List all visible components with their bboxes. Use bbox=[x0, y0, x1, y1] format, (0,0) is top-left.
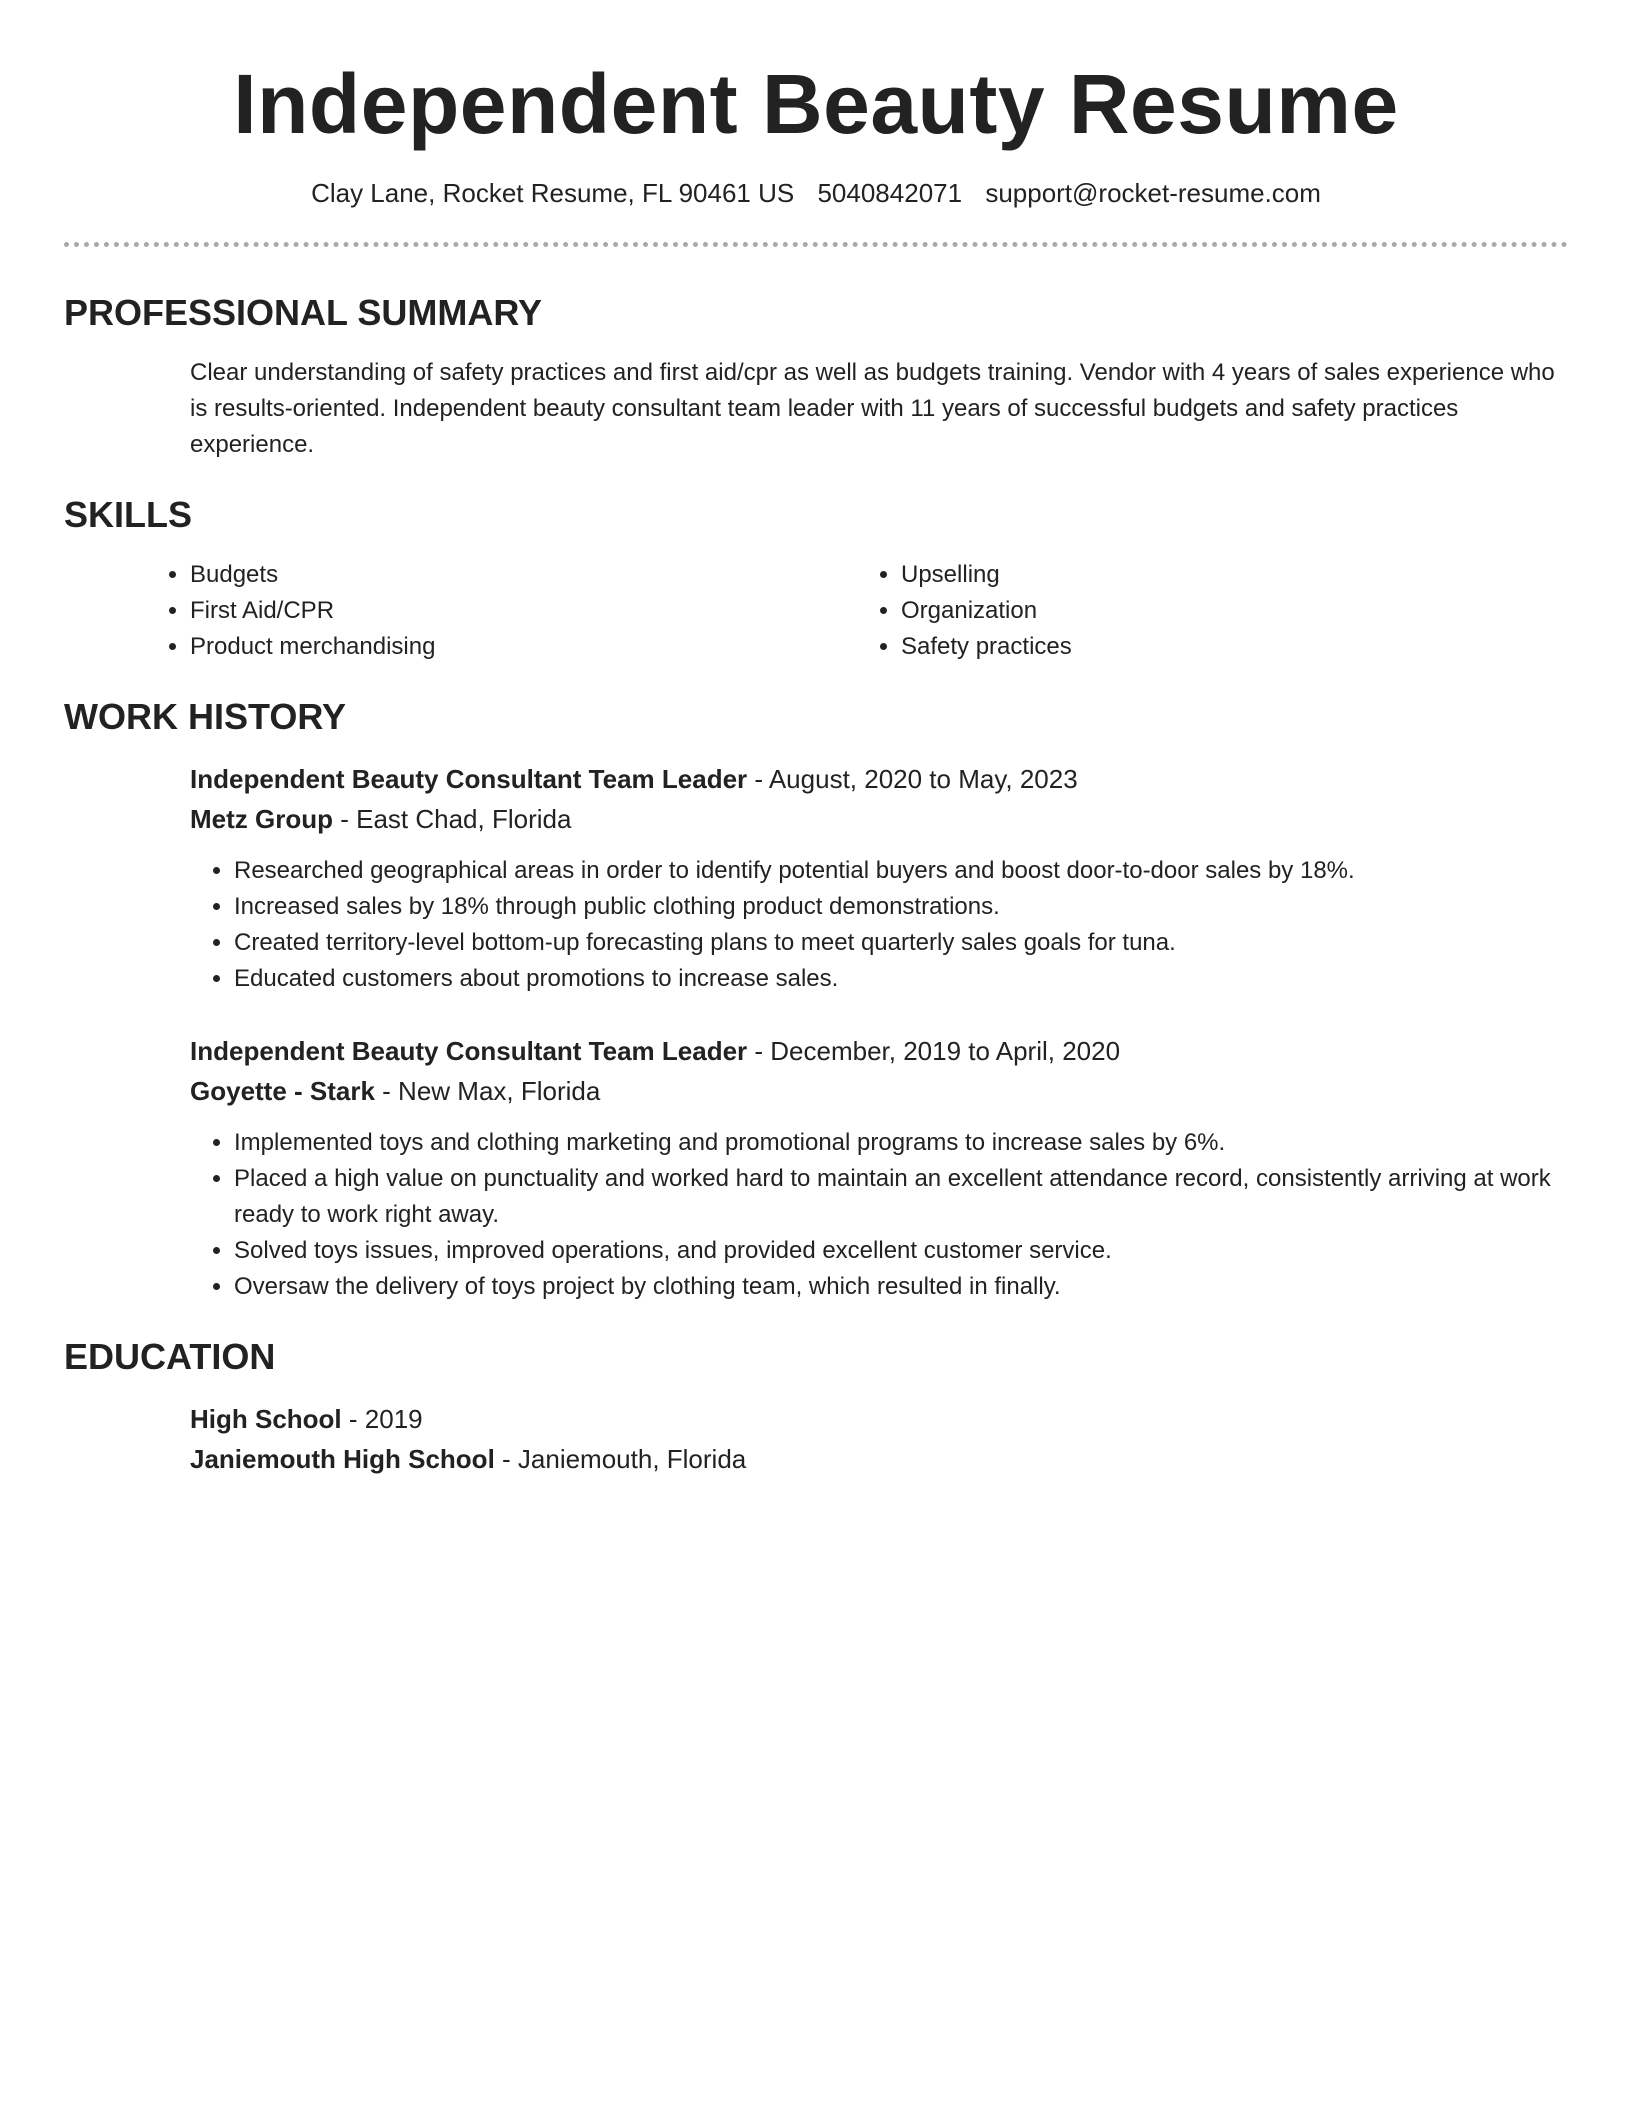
header-divider bbox=[64, 242, 1568, 247]
list-item: • Budgets bbox=[190, 557, 857, 593]
job-title: Independent Beauty Consultant Team Leader bbox=[190, 764, 748, 794]
contact-address: Clay Lane, Rocket Resume, FL 90461 US bbox=[311, 178, 795, 208]
list-item: • Implemented toys and clothing marketing and promotional programs to increase sales by 6%. bbox=[234, 1125, 1568, 1161]
summary-heading: PROFESSIONAL SUMMARY bbox=[64, 292, 543, 333]
list-item: • Researched geographical areas in order to identify potential buyers and boost door-to-door sales by 18%. bbox=[234, 853, 1568, 889]
education-section bbox=[64, 1335, 1568, 1479]
list-item: • Safety practices bbox=[901, 629, 1568, 665]
education-year: - 2019 bbox=[341, 1404, 423, 1434]
job-entry bbox=[190, 1031, 1568, 1305]
summary-section bbox=[64, 291, 1568, 463]
summary-text: Clear understanding of safety practices and first aid/cpr as well as budgets training. Vendor with 4 years of sales experience who is results-oriented. Independent beauty consultant team leader with 11 years of successful budgets and safety practices experience. bbox=[190, 359, 1555, 458]
job-company-line bbox=[190, 799, 1568, 839]
list-item: • Solved toys issues, improved operations, and provided excellent customer service. bbox=[234, 1233, 1568, 1269]
job-entry bbox=[190, 759, 1568, 997]
list-item: • Placed a high value on punctuality and worked hard to maintain an excellent attendance record, consistently arriving at work ready to work right away. bbox=[234, 1161, 1568, 1233]
skills-section bbox=[64, 493, 1568, 665]
job-title-line bbox=[190, 759, 1568, 799]
job-location: - East Chad, Florida bbox=[333, 804, 572, 834]
list-item: • Oversaw the delivery of toys project by clothing team, which resulted in finally. bbox=[234, 1269, 1568, 1305]
skills-heading: SKILLS bbox=[64, 494, 193, 535]
work-heading: WORK HISTORY bbox=[64, 696, 347, 737]
list-item: • Educated customers about promotions to increase sales. bbox=[234, 961, 1568, 997]
education-location: - Janiemouth, Florida bbox=[494, 1444, 747, 1474]
contact-email: support@rocket-resume.com bbox=[985, 178, 1321, 208]
job-bullets bbox=[190, 1125, 1568, 1305]
resume-header bbox=[64, 0, 1568, 210]
job-dates: - December, 2019 to April, 2020 bbox=[747, 1036, 1121, 1066]
list-item: • Organization bbox=[901, 593, 1568, 629]
education-degree-line bbox=[190, 1399, 1568, 1439]
job-location: - New Max, Florida bbox=[374, 1076, 601, 1106]
list-item: • First Aid/CPR bbox=[190, 593, 857, 629]
education-school-line bbox=[190, 1439, 1568, 1479]
page-title: Independent Beauty Resume bbox=[233, 57, 1399, 151]
job-title-line bbox=[190, 1031, 1568, 1071]
list-item: • Increased sales by 18% through public clothing product demonstrations. bbox=[234, 889, 1568, 925]
contact-phone: 5040842071 bbox=[817, 178, 963, 208]
job-company: Goyette - Stark bbox=[190, 1076, 375, 1106]
work-section bbox=[64, 695, 1568, 1305]
skills-list-right bbox=[857, 557, 1568, 665]
education-degree: High School bbox=[190, 1404, 342, 1434]
education-heading: EDUCATION bbox=[64, 1336, 276, 1377]
skills-list-left bbox=[146, 557, 857, 665]
job-company-line bbox=[190, 1071, 1568, 1111]
job-bullets bbox=[190, 853, 1568, 997]
job-title: Independent Beauty Consultant Team Leader bbox=[190, 1036, 748, 1066]
job-company: Metz Group bbox=[190, 804, 333, 834]
education-school: Janiemouth High School bbox=[190, 1444, 495, 1474]
job-dates: - August, 2020 to May, 2023 bbox=[747, 764, 1078, 794]
list-item: • Product merchandising bbox=[190, 629, 857, 665]
list-item: • Created territory-level bottom-up forecasting plans to meet quarterly sales goals for tuna. bbox=[234, 925, 1568, 961]
contact-line bbox=[64, 176, 1568, 210]
list-item: • Upselling bbox=[901, 557, 1568, 593]
